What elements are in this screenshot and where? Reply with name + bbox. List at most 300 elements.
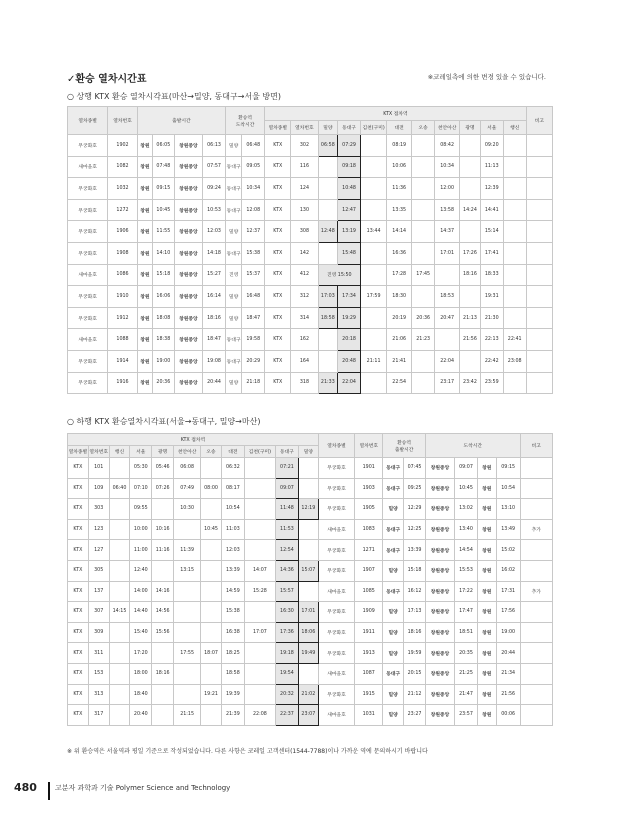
up-table-cell <box>361 156 387 178</box>
down-table-cell: 무궁화호 <box>318 622 354 643</box>
down-table-cell: 밀양 <box>383 602 404 623</box>
up-table-cell: 14:41 <box>480 199 503 221</box>
up-table-cell: 1916 <box>108 372 137 394</box>
up-table-cell: 17:34 <box>338 286 361 308</box>
down-table-cell: 17:31 <box>496 581 520 602</box>
up-table-cell: 밀양 <box>225 307 241 329</box>
up-table-cell: KTX <box>265 178 291 200</box>
up-table-cell: 새마을호 <box>68 156 108 178</box>
down-table-cell <box>201 458 222 479</box>
down-table-cell: 21:25 <box>455 663 478 684</box>
up-table-cell: 밀양 <box>225 286 241 308</box>
up-table-cell <box>503 372 526 394</box>
up-table-cell: KTX <box>265 350 291 372</box>
up-table-cell: 18:38 <box>152 329 174 351</box>
down-table-cell <box>109 684 130 705</box>
down-table-cell: KTX <box>68 519 89 540</box>
up-table-cell: 무궁화호 <box>68 286 108 308</box>
up-table-cell: 20:29 <box>242 350 265 372</box>
up-table-cell <box>361 242 387 264</box>
down-table-cell <box>174 684 201 705</box>
down-table-cell <box>520 478 552 499</box>
up-table-cell <box>526 329 552 351</box>
up-table-cell <box>526 156 552 178</box>
down-table-cell: 18:00 <box>130 663 152 684</box>
up-table-cell <box>412 372 435 394</box>
down-table-cell: 1901 <box>355 458 383 479</box>
down-table-cell: 창원중앙 <box>425 684 454 705</box>
up-table-row <box>68 286 553 308</box>
down-table-cell: 21:34 <box>496 663 520 684</box>
down-table-cell <box>244 458 275 479</box>
up-table-cell: 20:36 <box>412 307 435 329</box>
up-table-cell: 20:18 <box>338 329 361 351</box>
down-header-note: 비고 <box>520 434 552 458</box>
down-table-cell: 14:40 <box>130 602 152 623</box>
down-table-cell: 무궁화호 <box>318 602 354 623</box>
down-table-cell: 20:35 <box>455 643 478 664</box>
down-table-cell <box>244 540 275 561</box>
up-table-cell: 314 <box>291 307 318 329</box>
down-table-cell: 06:08 <box>174 458 201 479</box>
down-table-cell <box>244 684 275 705</box>
down-table-cell: 무궁화호 <box>318 560 354 581</box>
up-table-cell: 무궁화호 <box>68 242 108 264</box>
up-table-cell: 17:45 <box>412 264 435 286</box>
up-table-cell: 21:33 <box>318 372 338 394</box>
up-table-cell: KTX <box>265 242 291 264</box>
up-table-cell: 10:45 <box>152 199 174 221</box>
up-table-cell: 창원중앙 <box>174 286 202 308</box>
down-table-cell: 창원 <box>477 602 496 623</box>
down-table-cell <box>520 499 552 520</box>
down-table-cell: 13:39 <box>404 540 426 561</box>
down-table-cell: 1913 <box>355 643 383 664</box>
down-table-cell: 1271 <box>355 540 383 561</box>
down-table-cell <box>298 663 318 684</box>
up-table-cell: KTX <box>265 307 291 329</box>
up-table-cell: 창원 <box>137 350 152 372</box>
down-table-cell: 1085 <box>355 581 383 602</box>
down-table-cell: 18:51 <box>455 622 478 643</box>
up-table-cell: 22:04 <box>338 372 361 394</box>
down-table-cell: 밀양 <box>383 705 404 726</box>
down-table-cell <box>201 560 222 581</box>
down-table-cell: 12:25 <box>404 519 426 540</box>
down-table-cell: 무궁화호 <box>318 499 354 520</box>
up-table-cell <box>318 242 338 264</box>
up-table-cell: 07:48 <box>152 156 174 178</box>
down-table-cell: KTX <box>68 499 89 520</box>
up-table-cell: 21:23 <box>412 329 435 351</box>
up-table-cell: 318 <box>291 372 318 394</box>
journal-name: 고분자 과학과 기술 Polymer Science and Technology <box>55 784 231 792</box>
up-table-cell: KTX <box>265 199 291 221</box>
down-table-cell: 16:02 <box>496 560 520 581</box>
up-header-kind: 열차종별 <box>68 107 108 135</box>
up-table-cell: 동대구 <box>225 199 241 221</box>
up-table-cell: 창원 <box>137 135 152 157</box>
up-table-cell: 08:42 <box>435 135 460 157</box>
up-table-cell <box>526 350 552 372</box>
up-table-cell: 07:29 <box>338 135 361 157</box>
up-table-row <box>68 264 553 286</box>
up-table-row <box>68 242 553 264</box>
up-table-cell: 18:53 <box>435 286 460 308</box>
up-table-cell <box>318 329 338 351</box>
up-table-cell: 130 <box>291 199 318 221</box>
down-header-arrival: 도착시간 <box>425 434 520 458</box>
up-header-station: 김천(구미) <box>361 121 387 135</box>
down-table-cell: 17:22 <box>455 581 478 602</box>
down-table-cell: 153 <box>88 663 109 684</box>
down-table-cell: 창원 <box>477 560 496 581</box>
up-table-cell: 20:44 <box>203 372 226 394</box>
down-table-cell: 19:49 <box>298 643 318 664</box>
up-table-cell: 진영 <box>225 264 241 286</box>
up-table-cell: 1272 <box>108 199 137 221</box>
down-table-cell: 밀양 <box>383 643 404 664</box>
down-table-cell: 1907 <box>355 560 383 581</box>
down-table-cell: KTX <box>68 581 89 602</box>
up-table-cell: 창원중앙 <box>174 199 202 221</box>
up-table-cell: 창원중앙 <box>174 156 202 178</box>
down-table-cell: 창원 <box>477 581 496 602</box>
down-table-cell: 동대구 <box>383 519 404 540</box>
up-table-cell <box>503 264 526 286</box>
up-table-cell: 11:55 <box>152 221 174 243</box>
up-table-cell: 18:33 <box>480 264 503 286</box>
down-header-no: 열차번호 <box>88 446 109 458</box>
up-table-cell: 18:58 <box>318 307 338 329</box>
down-table-cell <box>201 581 222 602</box>
down-table-cell: 18:16 <box>404 622 426 643</box>
down-header-station: 동대구 <box>276 446 299 458</box>
down-table-cell: 16:12 <box>404 581 426 602</box>
up-header-station: 동대구 <box>338 121 361 135</box>
up-table-cell: 동대구 <box>225 350 241 372</box>
down-table-cell: 1903 <box>355 478 383 499</box>
down-table-cell <box>298 519 318 540</box>
down-table-cell: 창원중앙 <box>425 519 454 540</box>
down-table-cell: 창원중앙 <box>425 643 454 664</box>
down-table-cell: 18:58 <box>221 663 244 684</box>
down-subtitle: ○ 하행 KTX 환승열차시각표(서울→동대구, 밀양→마산) <box>67 417 261 426</box>
up-table-cell: 162 <box>291 329 318 351</box>
up-table-cell: 16:06 <box>152 286 174 308</box>
up-table-cell: 23:42 <box>460 372 481 394</box>
down-table-cell: KTX <box>68 478 89 499</box>
up-table-row <box>68 307 553 329</box>
down-table-cell: 17:56 <box>496 602 520 623</box>
down-table-cell <box>520 622 552 643</box>
down-table-cell: 새마을호 <box>318 519 354 540</box>
down-table-cell: 추가 <box>520 581 552 602</box>
up-table-cell <box>503 286 526 308</box>
down-table-cell: 06:32 <box>221 458 244 479</box>
up-table-cell: 12:39 <box>480 178 503 200</box>
down-table-cell: 21:15 <box>174 705 201 726</box>
up-table-cell: 21:41 <box>387 350 412 372</box>
up-table-cell <box>318 199 338 221</box>
down-table-cell: 12:29 <box>404 499 426 520</box>
down-table-cell <box>520 705 552 726</box>
up-table-cell: 09:18 <box>338 156 361 178</box>
up-table-cell: 13:44 <box>361 221 387 243</box>
up-table-cell: 22:54 <box>387 372 412 394</box>
up-table-row <box>68 350 553 372</box>
up-header-station: 밀양 <box>318 121 338 135</box>
down-header-ktx-group: KTX 접차역 <box>68 434 319 446</box>
down-table-cell: 밀양 <box>383 499 404 520</box>
down-table-cell: 17:55 <box>174 643 201 664</box>
up-table-cell: 동대구 <box>225 329 241 351</box>
down-table-cell: 13:10 <box>496 499 520 520</box>
up-table-cell: 13:35 <box>387 199 412 221</box>
down-table-cell: 창원중앙 <box>425 622 454 643</box>
down-table-cell: 19:39 <box>221 684 244 705</box>
up-table-cell: 15:38 <box>242 242 265 264</box>
down-table-cell <box>201 499 222 520</box>
down-table-cell: 18:25 <box>221 643 244 664</box>
up-table-cell: 창원 <box>137 372 152 394</box>
down-table-cell: 13:49 <box>496 519 520 540</box>
down-header-transfer: 환승역 출발시간 <box>383 434 426 458</box>
down-table-cell: 10:45 <box>455 478 478 499</box>
down-table-cell: 16:30 <box>276 602 299 623</box>
down-table-cell <box>244 643 275 664</box>
up-header-station: 행신 <box>503 121 526 135</box>
up-table-cell: KTX <box>265 135 291 157</box>
down-table-cell <box>244 663 275 684</box>
down-table-cell: 307 <box>88 602 109 623</box>
up-table-cell: 13:19 <box>338 221 361 243</box>
down-table-cell: 09:55 <box>130 499 152 520</box>
down-table-cell <box>109 560 130 581</box>
up-table-cell: 17:01 <box>435 242 460 264</box>
up-table-cell: 18:30 <box>387 286 412 308</box>
up-table-cell: 23:17 <box>435 372 460 394</box>
up-table-cell <box>526 372 552 394</box>
down-table-cell: 창원 <box>477 499 496 520</box>
up-table-cell: 19:58 <box>242 329 265 351</box>
down-table-cell: 09:15 <box>496 458 520 479</box>
up-table-cell: 302 <box>291 135 318 157</box>
down-table-cell: 밀양 <box>383 560 404 581</box>
down-table-cell: 13:02 <box>455 499 478 520</box>
up-table-cell <box>412 178 435 200</box>
up-table-cell <box>526 307 552 329</box>
down-table-cell: 101 <box>88 458 109 479</box>
up-table-cell: 22:42 <box>480 350 503 372</box>
down-table-cell <box>109 643 130 664</box>
down-table-cell: 밀양 <box>383 684 404 705</box>
down-table-cell: 14:16 <box>152 581 174 602</box>
up-table-cell: 19:31 <box>480 286 503 308</box>
down-table-cell: 새마을호 <box>318 581 354 602</box>
down-table-cell: 11:39 <box>174 540 201 561</box>
down-table-cell: 동대구 <box>383 540 404 561</box>
down-table-cell: 창원 <box>477 705 496 726</box>
up-table-cell <box>361 178 387 200</box>
up-table-cell: 18:16 <box>203 307 226 329</box>
up-table-cell: 창원 <box>137 329 152 351</box>
down-table-cell: KTX <box>68 622 89 643</box>
up-table-cell: 17:26 <box>460 242 481 264</box>
down-table-cell <box>520 643 552 664</box>
up-table-cell: KTX <box>265 286 291 308</box>
down-table-cell: 13:39 <box>221 560 244 581</box>
up-table-cell: 창원 <box>137 286 152 308</box>
down-table-cell: 1905 <box>355 499 383 520</box>
down-table-cell <box>174 519 201 540</box>
down-table-cell: 20:40 <box>130 705 152 726</box>
down-table-cell <box>152 499 174 520</box>
up-table-cell: 창원 <box>137 178 152 200</box>
up-table-cell: 14:24 <box>460 199 481 221</box>
up-table-cell: 312 <box>291 286 318 308</box>
up-table-cell: 12:00 <box>435 178 460 200</box>
up-table-cell <box>503 135 526 157</box>
up-table-cell: 20:48 <box>338 350 361 372</box>
down-table-cell <box>520 602 552 623</box>
down-table-cell <box>520 560 552 581</box>
down-table-cell <box>298 458 318 479</box>
up-table-cell: 142 <box>291 242 318 264</box>
down-table-cell <box>174 581 201 602</box>
up-table-cell: 창원 <box>137 156 152 178</box>
down-table-cell <box>109 663 130 684</box>
down-table-cell: 22:08 <box>244 705 275 726</box>
down-table-cell: KTX <box>68 663 89 684</box>
up-table-cell: 23:08 <box>503 350 526 372</box>
up-table-cell: 14:10 <box>152 242 174 264</box>
down-header-station: 대전 <box>221 446 244 458</box>
down-table-cell: 00:06 <box>496 705 520 726</box>
up-table-cell: 12:48 <box>318 221 338 243</box>
footnote: ※ 위 환승역은 서울역과 평일 기준으로 작성되었습니다. 다른 사항은 코레일 고객센터(1544-7788)이나 가까운 역에 문의하시기 바랍니다 <box>67 748 428 755</box>
down-table-cell: 14:54 <box>455 540 478 561</box>
up-table-cell: 08:19 <box>387 135 412 157</box>
up-table-cell <box>361 372 387 394</box>
down-table-cell <box>520 663 552 684</box>
up-header-no2: 열차번호 <box>291 121 318 135</box>
up-table-cell: 06:58 <box>318 135 338 157</box>
down-table-cell: 19:59 <box>404 643 426 664</box>
up-table-cell: 동대구 <box>225 242 241 264</box>
down-table-row <box>68 684 553 705</box>
up-table-cell: 10:48 <box>338 178 361 200</box>
up-table-cell <box>460 350 481 372</box>
down-table-cell: 창원중앙 <box>425 499 454 520</box>
up-table-cell: 1086 <box>108 264 137 286</box>
down-table-cell: 311 <box>88 643 109 664</box>
up-table-row <box>68 178 553 200</box>
up-table-cell: 밀양 <box>225 221 241 243</box>
up-table-cell <box>361 135 387 157</box>
up-table-cell: 124 <box>291 178 318 200</box>
up-table-cell <box>526 242 552 264</box>
down-table-cell: 13:40 <box>455 519 478 540</box>
up-table-cell: 17:28 <box>387 264 412 286</box>
up-table-cell <box>318 350 338 372</box>
down-table-cell <box>152 560 174 581</box>
up-table-cell: 18:16 <box>460 264 481 286</box>
down-table-cell: KTX <box>68 602 89 623</box>
up-table-cell: 21:56 <box>460 329 481 351</box>
down-header-station: 오송 <box>201 446 222 458</box>
down-table-cell <box>109 622 130 643</box>
down-table-cell: 17:47 <box>455 602 478 623</box>
down-table-cell: 10:54 <box>221 499 244 520</box>
up-table-cell: 164 <box>291 350 318 372</box>
up-table-cell <box>318 178 338 200</box>
down-table-cell: 07:10 <box>130 478 152 499</box>
down-table-cell: 123 <box>88 519 109 540</box>
down-table-cell: 무궁화호 <box>318 458 354 479</box>
up-table-cell <box>412 156 435 178</box>
up-table-cell: 10:06 <box>387 156 412 178</box>
up-table-cell <box>503 178 526 200</box>
up-table-cell: 15:48 <box>338 242 361 264</box>
up-table-cell: 1910 <box>108 286 137 308</box>
up-table-cell: 22:04 <box>435 350 460 372</box>
down-header-station: 행신 <box>109 446 130 458</box>
down-table-cell: 15:56 <box>152 622 174 643</box>
down-table-cell: 동대구 <box>383 478 404 499</box>
down-table-cell <box>520 684 552 705</box>
down-table-cell: 창원중앙 <box>425 540 454 561</box>
up-table-cell: 20:47 <box>435 307 460 329</box>
down-table-cell: 창원중앙 <box>425 602 454 623</box>
down-table-cell: 19:00 <box>496 622 520 643</box>
up-table-cell: 18:47 <box>242 307 265 329</box>
down-table-cell: KTX <box>68 560 89 581</box>
down-table-cell: 14:36 <box>276 560 299 581</box>
down-table-cell: 14:59 <box>221 581 244 602</box>
up-table-cell: 12:37 <box>242 221 265 243</box>
down-table-cell <box>244 519 275 540</box>
up-table-cell: 308 <box>291 221 318 243</box>
down-table-cell: 15:28 <box>244 581 275 602</box>
up-table-row <box>68 221 553 243</box>
down-table-cell: 창원중앙 <box>425 560 454 581</box>
up-table-cell <box>503 156 526 178</box>
down-table-cell: 17:07 <box>244 622 275 643</box>
down-table-cell: 15:57 <box>276 581 299 602</box>
down-table-cell: 무궁화호 <box>318 643 354 664</box>
up-table-cell <box>503 242 526 264</box>
down-table-cell: 16:38 <box>221 622 244 643</box>
down-table-cell: 313 <box>88 684 109 705</box>
up-table-cell: 무궁화호 <box>68 199 108 221</box>
down-table-cell <box>109 458 130 479</box>
up-table-cell <box>361 199 387 221</box>
down-table-cell <box>520 458 552 479</box>
down-table-cell: 창원중앙 <box>425 663 454 684</box>
up-table-cell: 21:30 <box>480 307 503 329</box>
up-table-cell: 1914 <box>108 350 137 372</box>
down-table-cell: 10:45 <box>201 519 222 540</box>
up-table-cell: 창원중앙 <box>174 329 202 351</box>
up-table-cell <box>435 329 460 351</box>
up-table-cell <box>460 221 481 243</box>
up-table-cell <box>503 199 526 221</box>
up-table-cell <box>318 156 338 178</box>
up-table-cell: 1082 <box>108 156 137 178</box>
down-table-cell: 08:17 <box>221 478 244 499</box>
up-table-cell: 20:19 <box>387 307 412 329</box>
